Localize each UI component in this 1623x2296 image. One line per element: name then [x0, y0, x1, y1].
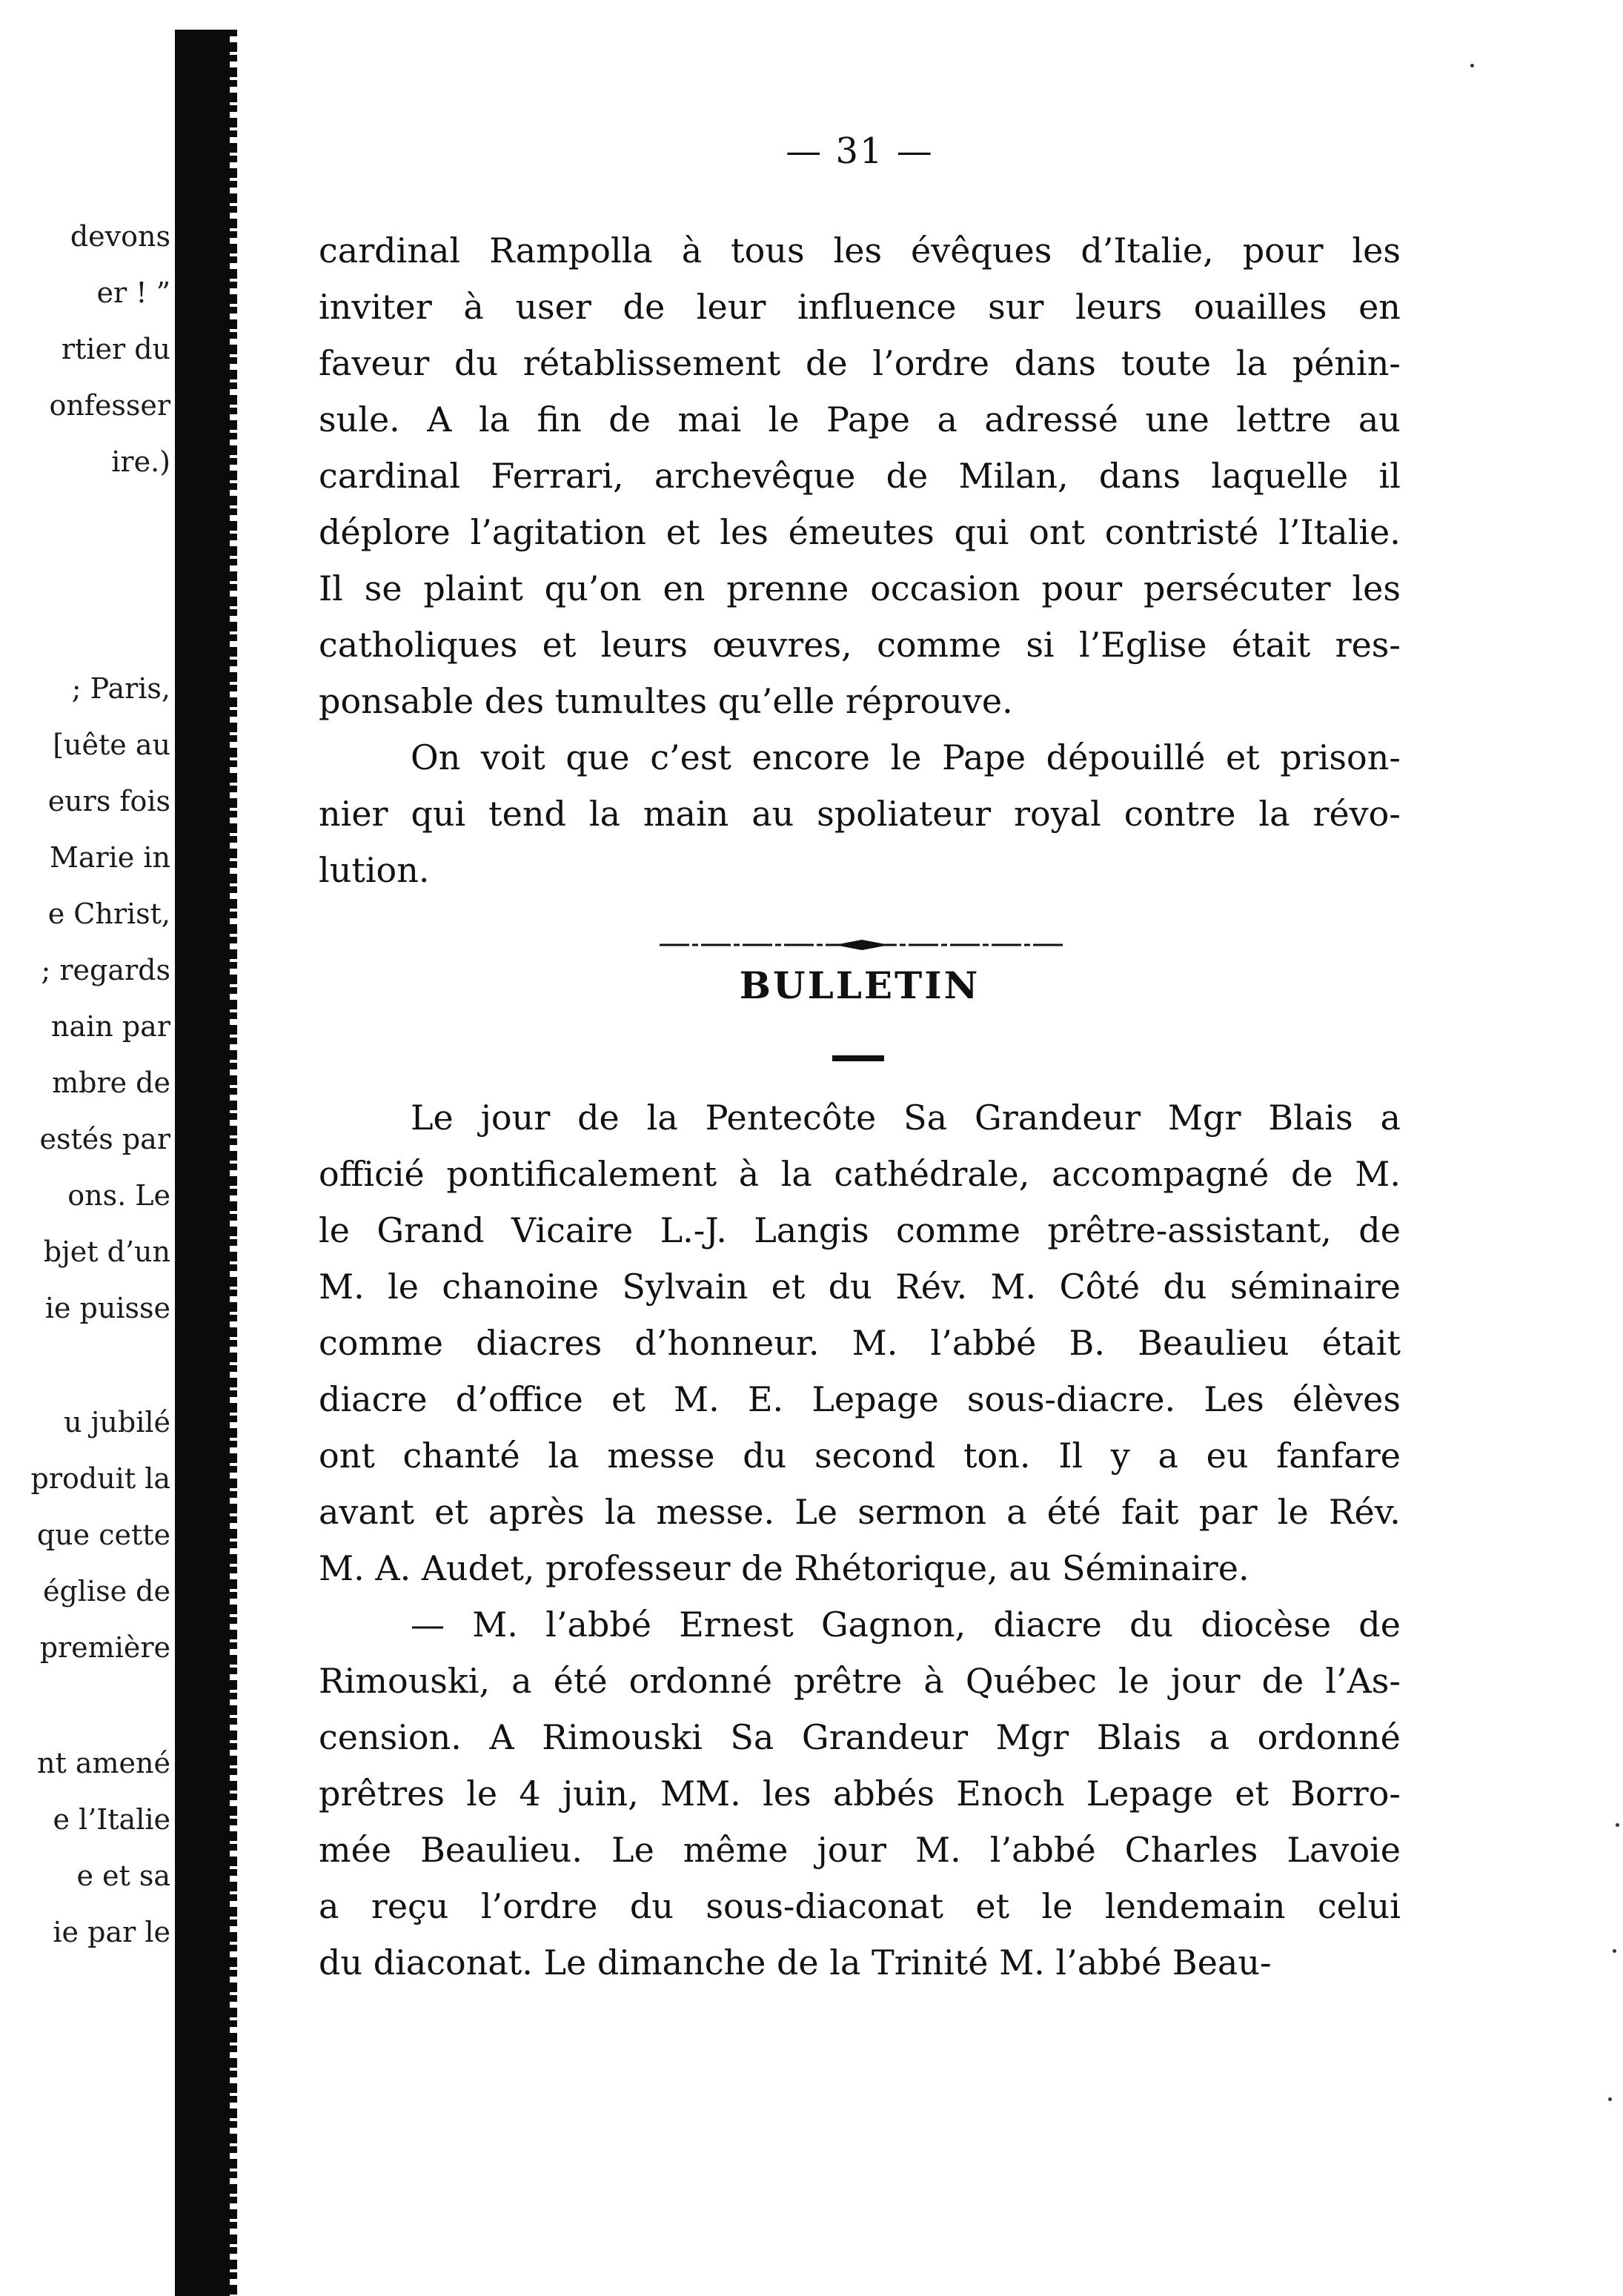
text-line: sule. A la fin de mai le Pape a adressé une lettre au — [319, 399, 1401, 439]
facing-page-fragment: devons — [70, 220, 170, 253]
text-line: avant et après la messe. Le sermon a été fait par le Rév. — [319, 1492, 1401, 1532]
facing-page-fragment: église de — [42, 1575, 170, 1607]
facing-page-fragment: produit la — [30, 1462, 170, 1495]
text-line: prêtres le 4 juin, MM. les abbés Enoch Lepage et Borro- — [319, 1774, 1401, 1814]
facing-page-fragment: rtier du — [61, 333, 170, 365]
facing-page-fragment: première — [39, 1631, 170, 1664]
print-speck — [1616, 1823, 1619, 1827]
facing-page-fragment: onfesser — [49, 389, 170, 422]
facing-page-fragment: eurs fois — [47, 785, 170, 817]
facing-page-fragments — [0, 0, 172, 2296]
print-speck — [1613, 1949, 1616, 1953]
facing-page-fragment: er ! ” — [96, 276, 170, 309]
text-line: faveur du rétablissement de l’ordre dans toute la pénin- — [319, 343, 1401, 383]
facing-page-fragment: ons. Le — [67, 1179, 170, 1212]
facing-page-fragment: Marie in — [49, 841, 170, 874]
facing-page-fragment: nt amené — [37, 1747, 170, 1779]
text-line: diacre d’office et M. E. Lepage sous-diacre. Les élèves — [319, 1379, 1401, 1419]
text-line: — M. l’abbé Ernest Gagnon, diacre du diocèse de — [411, 1605, 1401, 1645]
facing-page-fragment: mbre de — [52, 1066, 170, 1099]
binding-gutter-edge — [230, 30, 237, 2296]
heading-rule — [832, 1055, 884, 1061]
text-line: ponsable des tumultes qu’elle réprouve. — [319, 681, 1013, 721]
facing-page-fragment: ire.) — [111, 445, 170, 478]
text-line: cardinal Ferrari, archevêque de Milan, dans laquelle il — [319, 456, 1401, 496]
print-speck — [1470, 64, 1474, 67]
text-line: Le jour de la Pentecôte Sa Grandeur Mgr Blais a — [411, 1098, 1401, 1138]
text-line: déplore l’agitation et les émeutes qui ont contristé l’Italie. — [319, 512, 1401, 552]
facing-page-fragment: que cette — [36, 1519, 170, 1551]
text-line: lution. — [319, 850, 430, 890]
text-line: officié pontificalement à la cathédrale, accompagné de M. — [319, 1154, 1401, 1194]
text-line: a reçu l’ordre du sous-diaconat et le lendemain celui — [319, 1886, 1401, 1926]
facing-page-fragment: ie par le — [53, 1916, 170, 1948]
facing-page-fragment: e Christ, — [47, 898, 170, 930]
facing-page-fragment: e et sa — [76, 1859, 170, 1892]
text-line: inviter à user de leur influence sur leurs ouailles en — [319, 287, 1401, 327]
facing-page-fragment: bjet d’un — [43, 1235, 170, 1268]
text-line: Rimouski, a été ordonné prêtre à Québec le jour de l’As- — [319, 1661, 1401, 1701]
binding-gutter — [175, 30, 234, 2296]
text-line: nier qui tend la main au spoliateur royal contre la révo- — [319, 794, 1401, 834]
text-line: On voit que c’est encore le Pape dépouillé et prison- — [411, 737, 1401, 777]
page-number: — 31 — — [786, 130, 934, 172]
ornamental-divider — [660, 938, 1064, 952]
first-section-text — [319, 222, 1401, 898]
text-line: ont chanté la messe du second ton. Il y a eu fanfare — [319, 1436, 1401, 1476]
text-line: mée Beaulieu. Le même jour M. l’abbé Charles Lavoie — [319, 1830, 1401, 1870]
facing-page-fragment: e l’Italie — [53, 1803, 170, 1836]
text-line: M. A. Audet, professeur de Rhétorique, au Séminaire. — [319, 1548, 1249, 1588]
facing-page-fragment: nain par — [51, 1010, 170, 1043]
facing-page-fragment: ; Paris, — [71, 672, 170, 705]
facing-page-fragment: ; regards — [41, 954, 170, 986]
facing-page-fragment: u jubilé — [64, 1406, 170, 1439]
text-line: cardinal Rampolla à tous les évêques d’Italie, pour les — [319, 230, 1401, 271]
facing-page-fragment: ie puisse — [44, 1292, 170, 1324]
text-line: comme diacres d’honneur. M. l’abbé B. Beaulieu était — [319, 1323, 1401, 1363]
text-line: le Grand Vicaire L.-J. Langis comme prêtre-assistant, de — [319, 1210, 1401, 1250]
text-line: M. le chanoine Sylvain et du Rév. M. Côté du séminaire — [319, 1267, 1401, 1307]
text-line: catholiques et leurs œuvres, comme si l’Eglise était res- — [319, 625, 1401, 665]
facing-page-fragment: estés par — [39, 1123, 170, 1155]
bulletin-text — [319, 1089, 1401, 1991]
bulletin-heading: BULLETIN — [739, 963, 980, 1007]
text-line: du diaconat. Le dimanche de la Trinité M. l’abbé Beau- — [319, 1942, 1272, 1983]
print-speck — [1608, 2097, 1612, 2101]
facing-page-fragment: [uête au — [53, 729, 170, 761]
text-line: cension. A Rimouski Sa Grandeur Mgr Blais a ordonné — [319, 1717, 1401, 1757]
text-line: Il se plaint qu’on en prenne occasion pour persécuter les — [319, 568, 1401, 608]
